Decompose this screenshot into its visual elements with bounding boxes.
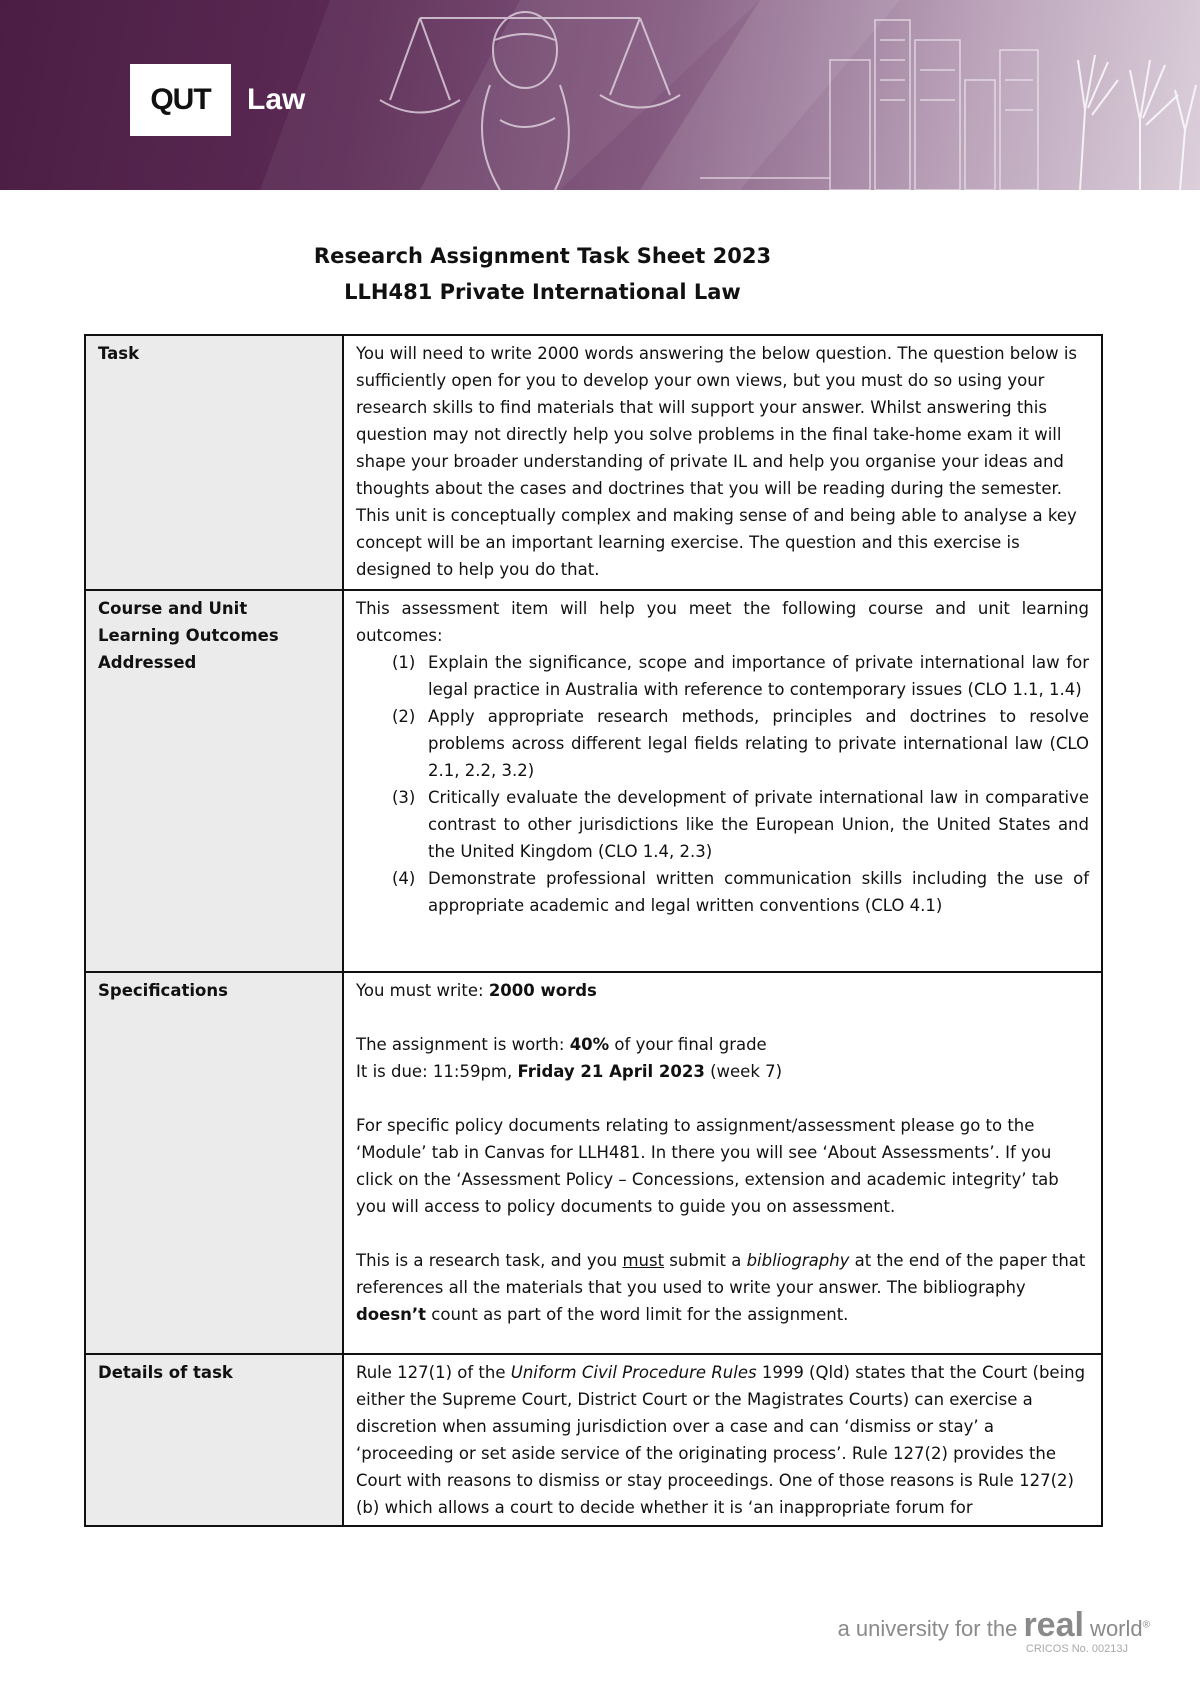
table-row-outcomes xyxy=(85,590,1102,972)
unit-title: LLH481 Private International Law xyxy=(344,280,741,304)
university-tagline: a university for the real world® xyxy=(837,1606,1150,1644)
row-content-outcomes xyxy=(343,590,1102,972)
row-label-details: Details of task xyxy=(85,1354,343,1526)
table-row-task xyxy=(85,335,1102,590)
learning-outcomes-list xyxy=(356,649,1089,919)
task-description: You will need to write 2000 words answering the below question. The question below is sufficiently open for you to develop your own views, but you must do so using your research skills to find materials that will support your answer. Whilst answering this question may not directly help you solve problems in the final take-home exam it will shape your broader understanding of private IL and help you organise your ideas and thoughts about the cases and doctrines that you will be reading during the semester. This unit is conceptually complex and making sense of and being able to analyse a key concept will be an important learning exercise. The question and this exercise is designed to help you do that. xyxy=(356,344,1078,579)
row-content-specifications xyxy=(343,972,1102,1354)
list-item: (4) Demonstrate professional written communication skills including the use of appropriate academic and legal written conventions (CLO 4.1) xyxy=(392,869,1089,915)
spec-policy: For specific policy documents relating to assignment/assessment please go to the ‘Module’ tab in Canvas for LLH481. In there you will see ‘About Assessments’. If you click on the ‘Assessment Policy – Concessions, extension and academic integrity’ tab you will access to policy documents to guide you on assessment. xyxy=(356,1116,1059,1216)
row-content-task xyxy=(343,335,1102,590)
task-sheet-table xyxy=(84,334,1103,1527)
law-wordmark: Law xyxy=(247,83,306,116)
row-label-task: Task xyxy=(85,335,343,590)
header-banner xyxy=(0,0,1200,190)
spec-bibliography: This is a research task, and you must submit a bibliography at the end of the paper that references all the materials that you used to write your answer. The bibliography doesn’t count as part of the word limit for the assignment. xyxy=(356,1251,1086,1324)
qut-logo-box: QUT xyxy=(130,64,231,136)
row-label-specifications: Specifications xyxy=(85,972,343,1354)
spec-word-count: You must write: 2000 words xyxy=(356,981,597,1000)
table-row-specifications xyxy=(85,972,1102,1354)
footer xyxy=(838,1606,1150,1655)
list-item: (3) Critically evaluate the development of private international law in comparative contrast to other jurisdictions like the European Union, the United States and the United Kingdom (CLO 1.4, 2.3) xyxy=(392,788,1089,861)
table-row-details xyxy=(85,1354,1102,1526)
list-item: (2) Apply appropriate research methods, principles and doctrines to resolve problems across different legal fields relating to private international law (CLO 2.1, 2.2, 3.2) xyxy=(392,707,1089,780)
spec-weighting: The assignment is worth: 40% of your final grade xyxy=(356,1035,767,1054)
row-label-outcomes: Course and Unit Learning Outcomes Addressed xyxy=(85,590,343,972)
row-content-details xyxy=(343,1354,1102,1526)
qut-law-logo xyxy=(130,64,305,136)
document-title: Research Assignment Task Sheet 2023 xyxy=(313,244,772,268)
spec-due-date: It is due: 11:59pm, Friday 21 April 2023 (week 7) xyxy=(356,1062,783,1081)
details-text: Rule 127(1) of the Uniform Civil Procedure Rules 1999 (Qld) states that the Court (being either the Supreme Court, District Court or the Magistrates Courts) can exercise a discretion when assuming jurisdiction over a case and can ‘dismiss or stay’ a ‘proceeding or set aside service of the originating process’. Rule 127(2) provides the Court with reasons to dismiss or stay proceedings. One of those reasons is Rule 127(2)(b) which allows a court to decide whether it is ‘an inappropriate forum for xyxy=(356,1363,1086,1517)
list-item: (1) Explain the significance, scope and importance of private international law for legal practice in Australia with reference to contemporary issues (CLO 1.1, 1.4) xyxy=(392,653,1089,699)
cricos-number: CRICOS No. 00213J xyxy=(1025,1643,1128,1655)
outcomes-intro: This assessment item will help you meet the following course and unit learning outcomes: xyxy=(356,599,1089,645)
